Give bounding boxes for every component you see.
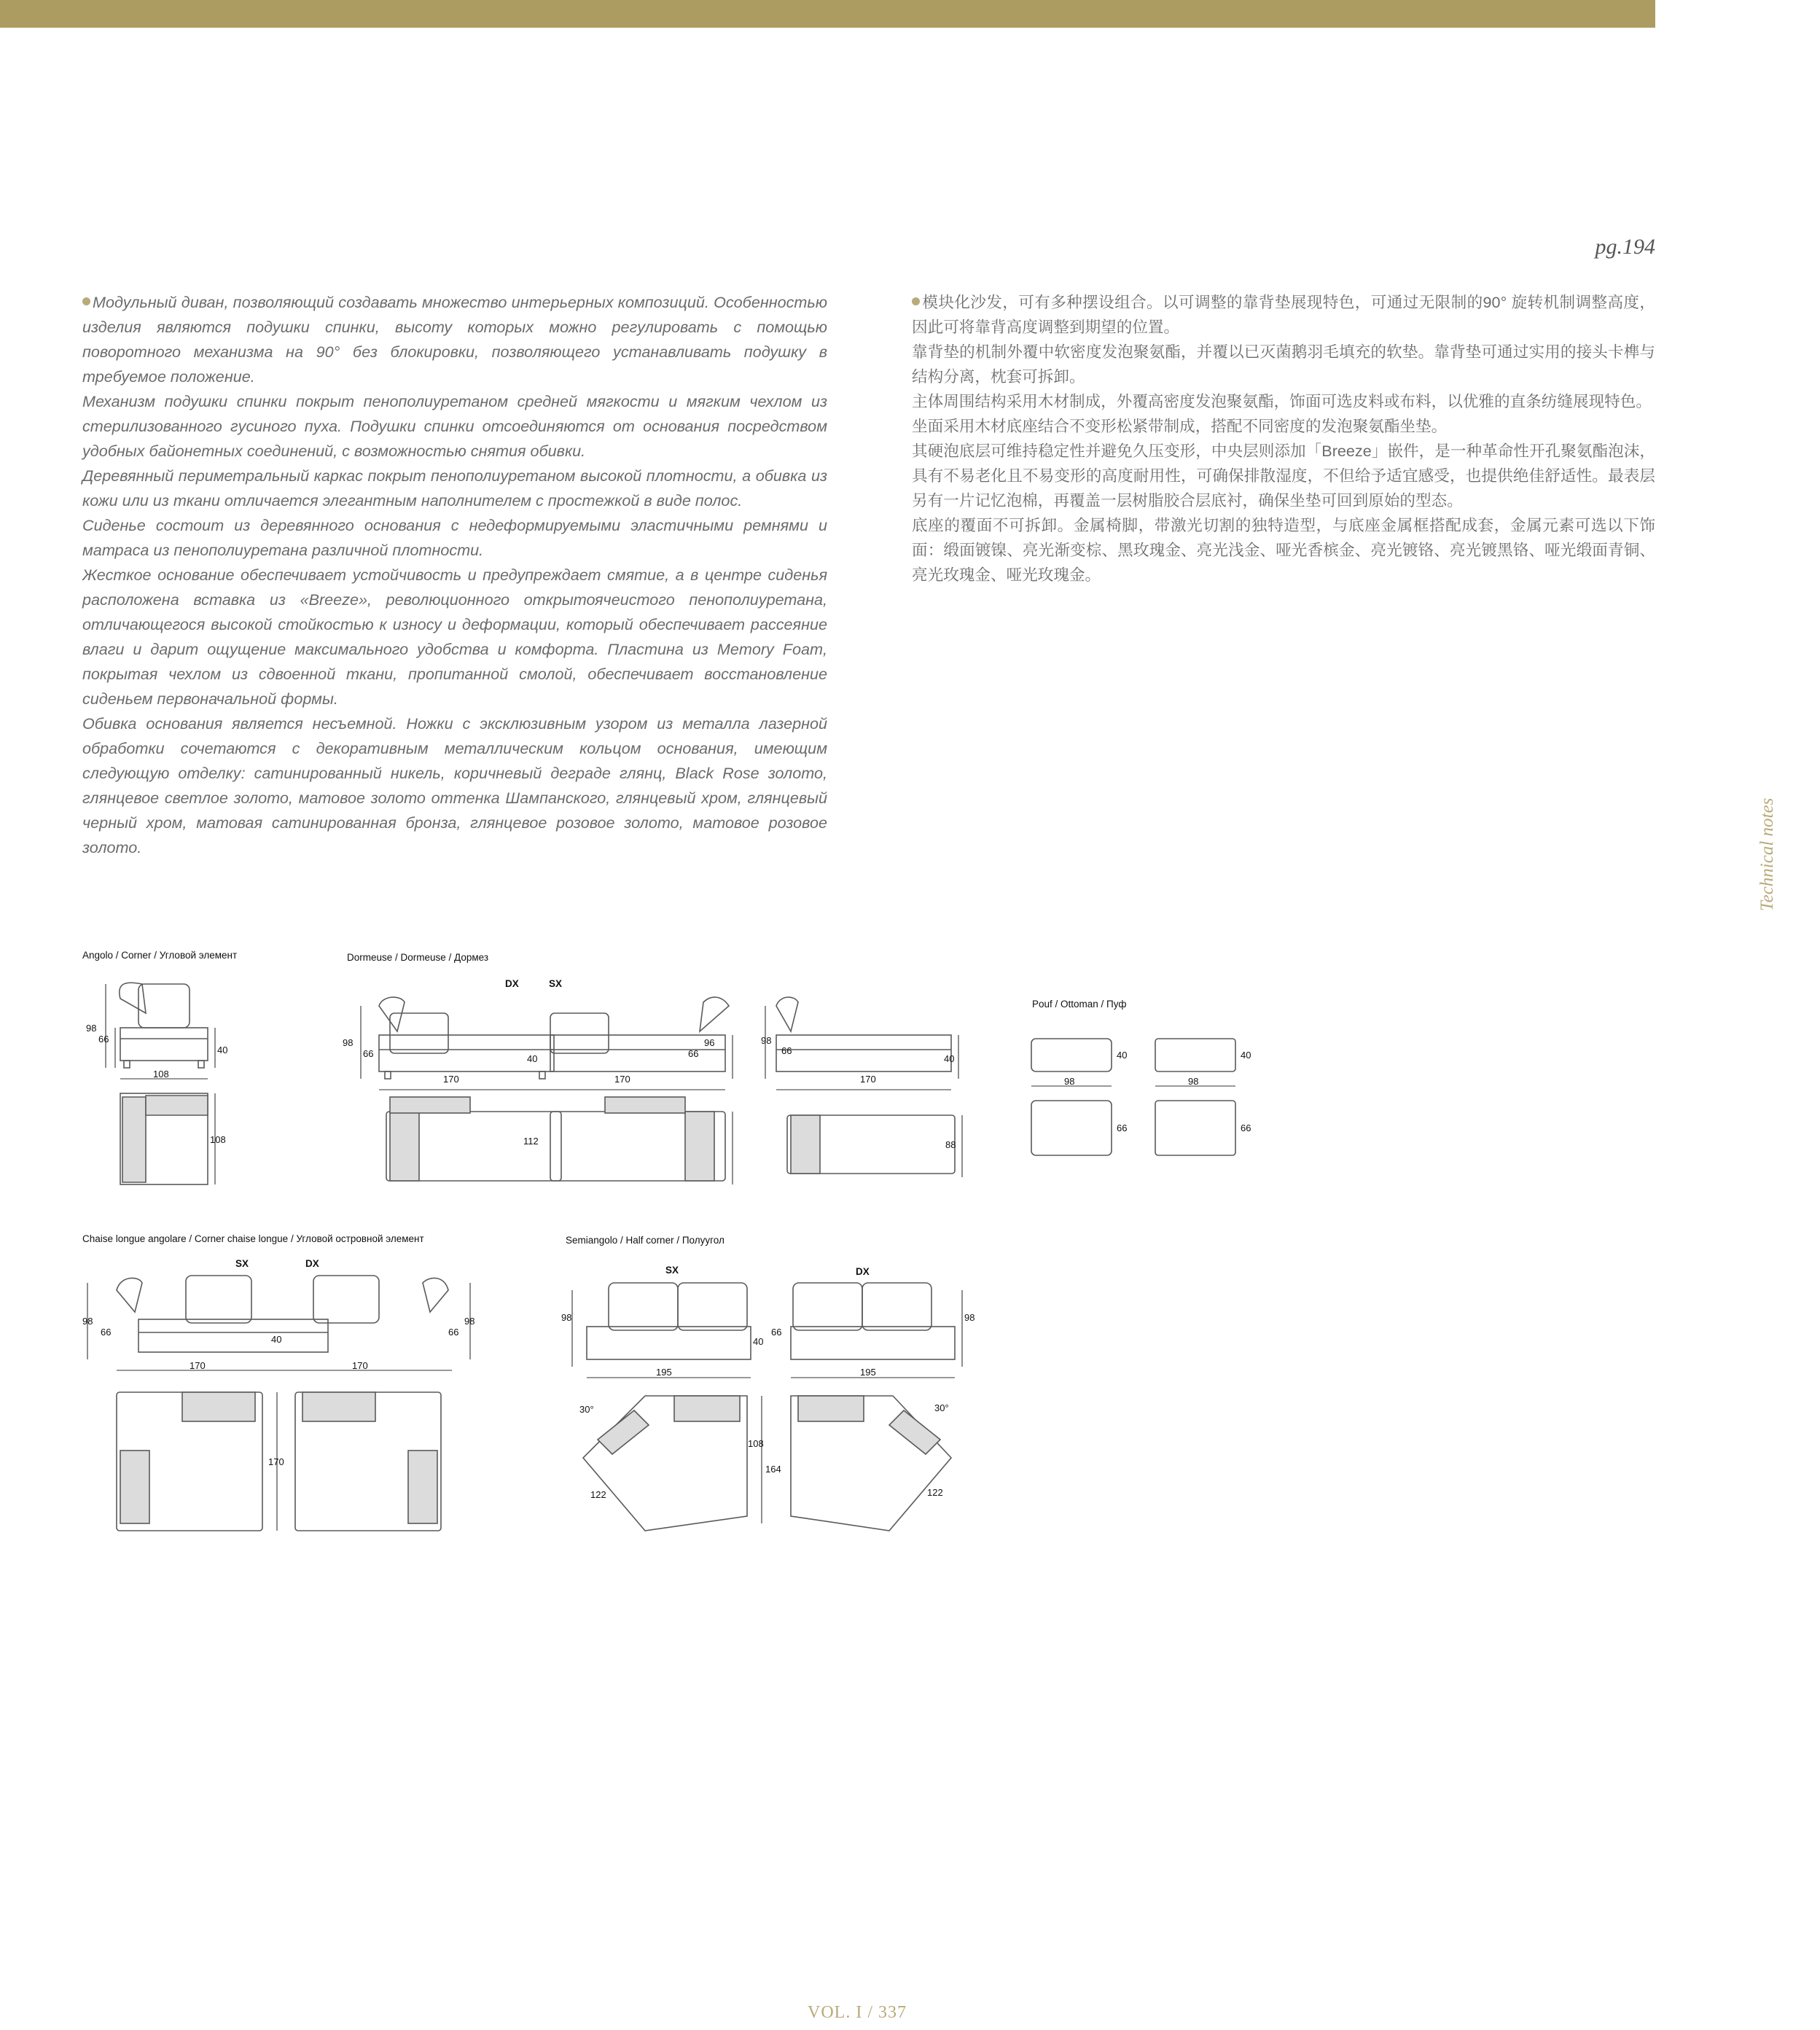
semi-dim-label: 195	[860, 1367, 876, 1378]
chaise-dim-label: 66	[101, 1327, 112, 1338]
top-accent-bar	[0, 0, 1655, 28]
dormeuse-plans	[386, 1097, 962, 1184]
chinese-description	[912, 290, 1655, 587]
corner-drawing	[73, 977, 248, 1195]
dormeuse-dim-label: 170	[860, 1074, 876, 1085]
pouf-dim-label: 40	[1241, 1050, 1251, 1061]
dormeuse-dim-label: 98	[343, 1037, 354, 1048]
zh-paragraph: 模块化沙发，可有多种摆设组合。以可调整的靠背垫展现特色，可通过无限制的90° 旋转机制调整高度，因此可将靠背高度调整到期望的位置。	[912, 293, 1655, 336]
page-footer: VOL. I / 337	[808, 2003, 907, 2022]
dormeuse-sx-label: SX	[549, 978, 563, 989]
corner-dim-label: 108	[153, 1069, 169, 1080]
semi-sx-label: SX	[665, 1265, 679, 1276]
dormeuse-dim-label: 66	[363, 1048, 374, 1059]
chaise-dx-front	[295, 1276, 470, 1370]
pouf-dim-label: 66	[1241, 1123, 1251, 1133]
ru-paragraph: Жесткое основание обеспечивает устойчивость и предупреждает смятие, а в центре сиденья расположена вставка из «Breeze», революционного открытоячеистого пенополиуретана, отличающегося высокой стойкостью к износу и деформации, который обеспечивает рассеяние влаги и дарит ощущение максимального удобства и комфорта. Пластина из Memory Foam, покрытая чехлом из сдвоенной ткани, пропитанной смолой, обеспечивает восстановление сиденьем первоначальной формы.	[82, 566, 827, 708]
dormeuse-dx-label: DX	[505, 978, 519, 989]
ru-paragraph: Модульный диван, позволяющий создавать множество интерьерных композиций. Особенностью изделия являются подушки спинки, высоту которых можно регулировать с помощью поворотного механизма на 90° без блокировки, позволяющего устанавливать подушку в требуемое положение.	[82, 293, 827, 386]
zh-paragraph: 靠背垫的机制外覆中软密度发泡聚氨酯，并覆以已灭菌鹅羽毛填充的软垫。靠背垫可通过实用的接头卡榫与结构分离，枕套可拆卸。	[912, 343, 1655, 386]
semi-dim-label: 98	[561, 1312, 572, 1323]
ru-paragraph: Деревянный периметральный каркас покрыт пенополиуретаном высокой плотности, а обивка из кожи или из ткани отличается элегантным наполнителем с простежкой в виде полос.	[82, 466, 827, 510]
semi-sx-front	[572, 1283, 751, 1378]
bullet-dot	[82, 297, 90, 305]
chaise-dim-label: 170	[190, 1360, 206, 1371]
corner-dim-label: 40	[217, 1045, 228, 1055]
ru-paragraph: Сиденье состоит из деревянного основания с недеформируемыми эластичными ремнями и матраса из пенополиуретана различной плотности.	[82, 516, 827, 559]
pouf-dim-label: 98	[1188, 1076, 1199, 1087]
chaise-sx-label: SX	[235, 1258, 249, 1269]
zh-paragraph: 底座的覆面不可拆卸。金属椅脚，带激光切割的独特造型，与底座金属框搭配成套，金属元素可选以下饰面：缎面镀镍、亮光渐变棕、黑玫瑰金、亮光浅金、哑光香槟金、亮光镀铬、亮光镀黑铬、哑光缎面青铜、亮光玫瑰金、哑光玫瑰金。	[912, 516, 1655, 584]
chaise-dim-label: 170	[352, 1360, 368, 1371]
chaise-section-label: Chaise longue angolare / Corner chaise longue / Угловой островной элемент	[82, 1233, 424, 1244]
pouf-plain	[1155, 1039, 1235, 1155]
corner-front-view	[106, 983, 215, 1079]
semi-dim-label: 98	[964, 1312, 975, 1323]
semi-dim-label: 108	[748, 1438, 764, 1449]
corner-plan-view	[120, 1093, 215, 1184]
corner-dim-label: 98	[86, 1023, 97, 1034]
semi-drawing	[554, 1276, 977, 1545]
corner-dim-label: 66	[98, 1034, 109, 1045]
pouf-section-label: Pouf / Ottoman / Пуф	[1032, 999, 1127, 1010]
dormeuse-dim-label: 66	[688, 1048, 699, 1059]
semi-dim-label: 30°	[934, 1402, 949, 1413]
chaise-sx-front	[87, 1276, 332, 1370]
page-reference: pg.194	[1595, 235, 1655, 259]
semi-dx-front	[791, 1283, 962, 1378]
pouf-dim-label: 98	[1064, 1076, 1075, 1087]
dormeuse-dim-label: 88	[945, 1139, 956, 1150]
zh-paragraph: 主体周围结构采用木材制成，外覆高密度发泡聚氨酯，饰面可选皮料或布料，以优雅的直条纺缝展现特色。	[912, 392, 1652, 410]
semi-section-label: Semiangolo / Half corner / Полуугол	[566, 1235, 725, 1246]
semi-dx-label: DX	[856, 1266, 870, 1277]
dormeuse-dim-label: 112	[523, 1136, 539, 1147]
semi-dim-label: 30°	[579, 1404, 594, 1415]
chaise-dim-label: 98	[464, 1316, 475, 1327]
dormeuse-drawing	[335, 991, 977, 1195]
chaise-dx-label: DX	[305, 1258, 319, 1269]
chaise-drawing	[73, 1268, 496, 1538]
corner-section-label: Angolo / Corner / Угловой элемент	[82, 950, 238, 961]
corner-dim-label: 108	[210, 1134, 226, 1145]
bullet-dot	[912, 297, 920, 305]
dormeuse-dim-label: 170	[443, 1074, 459, 1085]
semi-dim-label: 122	[927, 1487, 943, 1498]
dormeuse-dim-label: 98	[761, 1035, 772, 1046]
pouf-drawing	[1020, 1028, 1283, 1166]
semi-dim-label: 164	[765, 1464, 781, 1475]
ru-paragraph: Обивка основания является несъемной. Ножки с эксклюзивным узором из металла лазерной обработки сочетаются с декоративным металлическим кольцом основания, имеющим следующую отделку: сатинированный никель, коричневый деграде глянц, Black Rose золото, глянцевое светлое золото, матовое золото оттенка Шампанского, глянцевый хром, глянцевый черный хром, матовая сатинированная бронза, глянцевое розовое золото, матовое розовое золото.	[82, 714, 827, 856]
pouf-dim-label: 66	[1117, 1123, 1128, 1133]
chaise-dim-label: 40	[271, 1334, 282, 1345]
chaise-dim-label: 170	[268, 1456, 284, 1467]
dormeuse-dim-label: 170	[614, 1074, 630, 1085]
dormeuse-dim-label: 40	[944, 1053, 955, 1064]
russian-description	[82, 290, 827, 860]
pouf-striped	[1031, 1039, 1112, 1155]
side-label: Technical notes	[1757, 797, 1777, 911]
semi-dim-label: 195	[656, 1367, 672, 1378]
semi-dim-label: 122	[590, 1489, 606, 1500]
pouf-dim-label: 40	[1117, 1050, 1128, 1061]
zh-paragraph: 坐面采用木材底座结合不变形松紧带制成，搭配不同密度的发泡聚氨酯坐垫。	[912, 417, 1448, 435]
chaise-dim-label: 98	[82, 1316, 93, 1327]
dormeuse-dim-label: 96	[704, 1037, 715, 1048]
dormeuse-dim-label: 40	[527, 1053, 538, 1064]
semi-dim-label: 40	[753, 1336, 764, 1347]
chaise-dim-label: 66	[448, 1327, 459, 1338]
dormeuse-section-label: Dormeuse / Dormeuse / Дормез	[347, 952, 489, 963]
ru-paragraph: Механизм подушки спинки покрыт пенополиуретаном средней мягкости и мягким чехлом из стерилизованного гусиного пуха. Подушки спинки отсоединяются от основания посредством удобных байонетных соединений, с возможностью снятия обивки.	[82, 392, 827, 460]
dormeuse-dim-label: 66	[781, 1045, 792, 1056]
zh-paragraph: 其硬泡底层可维持稳定性并避免久压变形，中央层则添加「Breeze」嵌件，是一种革命性开孔聚氨酯泡沫，具有不易老化且不易变形的高度耐用性，可确保排散湿度，不但给予适宜感受，也提供绝佳舒适性。最表层另有一片记忆泡棉，再覆盖一层树脂胶合层底衬，确保坐垫可回到原始的型态。	[912, 442, 1655, 510]
semi-dim-label: 66	[771, 1327, 782, 1338]
